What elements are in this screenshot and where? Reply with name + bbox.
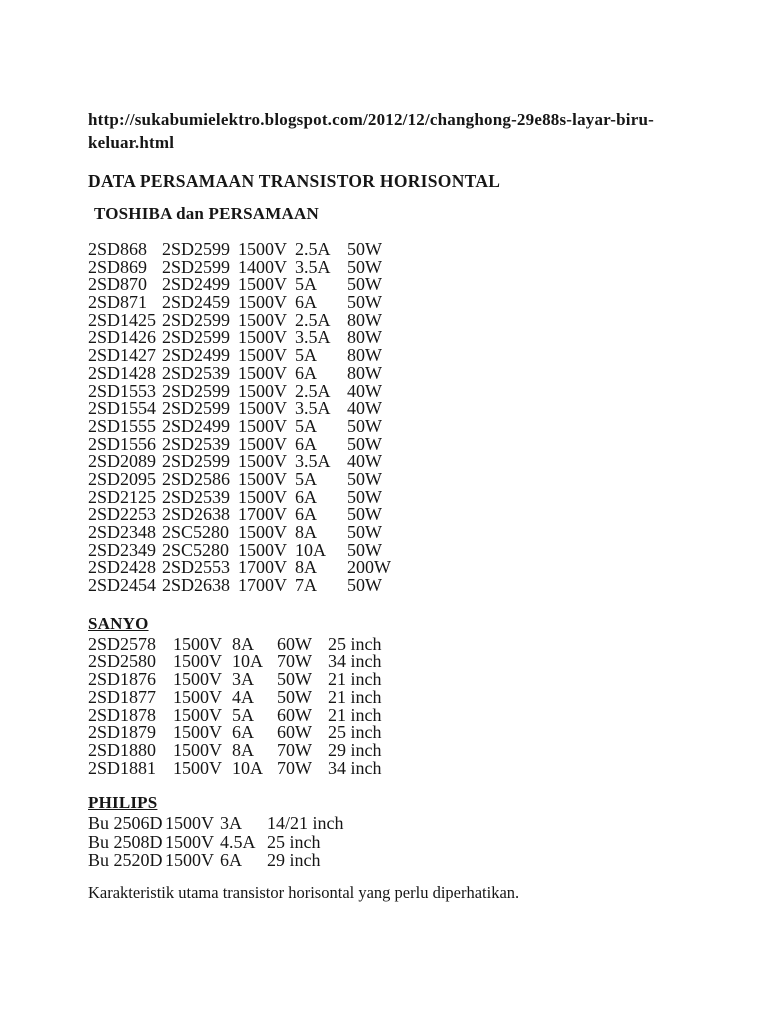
table-cell: 50W xyxy=(277,669,312,690)
table-cell: 6A xyxy=(295,486,317,507)
table-cell: 2SD1879 xyxy=(88,722,157,743)
table-cell: Bu 2520D xyxy=(88,850,163,871)
table-cell: 4A xyxy=(232,686,254,707)
table-cell: Bu 2508D xyxy=(88,831,163,852)
table-cell: 1400V xyxy=(238,256,287,277)
table-cell: 3.5A xyxy=(295,256,331,277)
table-cell: 80W xyxy=(347,327,382,348)
table-cell: 7A xyxy=(295,575,317,596)
table-cell: 1500V xyxy=(238,451,287,472)
table-cell: 50W xyxy=(347,539,382,560)
table-cell: 2SD2578 xyxy=(88,633,157,654)
table-cell: 1500V xyxy=(173,651,222,672)
table-cell: 10A xyxy=(295,539,326,560)
table-cell: 50W xyxy=(347,522,382,542)
table-cell: 2SD868 xyxy=(88,239,148,259)
table-cell: 1500V xyxy=(238,327,287,348)
table-cell: 1500V xyxy=(238,468,287,489)
table-cell: 50W xyxy=(347,292,382,313)
table-cell: 2SD2428 xyxy=(88,557,157,578)
table-cell: 2SD1555 xyxy=(88,415,157,436)
table-cell: 8A xyxy=(295,557,317,578)
source-url xyxy=(88,108,728,154)
table-cell: 2SD870 xyxy=(88,274,148,295)
table-cell: 2SD2599 xyxy=(162,398,231,419)
sanyo-table xyxy=(88,633,728,778)
table-cell: 40W xyxy=(347,398,382,419)
table-cell: 5A xyxy=(295,274,317,295)
table-cell: 1500V xyxy=(238,239,287,259)
table-cell: 2SD1425 xyxy=(88,309,157,330)
table-cell: 10A xyxy=(232,651,263,672)
section-heading-philips: PHILIPS xyxy=(88,793,158,813)
table-row xyxy=(88,757,728,778)
table-cell: 2SD1553 xyxy=(88,380,157,401)
table-cell: 21 inch xyxy=(328,686,382,707)
table-cell: 6A xyxy=(232,722,254,743)
table-cell: 1700V xyxy=(238,557,287,578)
table-cell: 1500V xyxy=(238,292,287,313)
table-cell: 2SD2089 xyxy=(88,451,157,472)
table-cell: 2SD2499 xyxy=(162,415,231,436)
table-cell: 80W xyxy=(347,309,382,330)
table-cell: 3A xyxy=(220,813,242,834)
table-cell: 50W xyxy=(347,468,382,489)
table-cell: 2SD2539 xyxy=(162,362,231,383)
table-cell: 2SD2459 xyxy=(162,292,231,313)
table-cell: 2SD1878 xyxy=(88,704,157,725)
table-cell: 60W xyxy=(277,722,312,743)
table-cell: 5A xyxy=(232,704,254,725)
table-cell: 40W xyxy=(347,380,382,401)
table-cell: 5A xyxy=(295,415,317,436)
table-cell: 2SD1881 xyxy=(88,757,157,778)
table-row xyxy=(88,814,728,832)
table-cell: 25 inch xyxy=(267,831,321,852)
table-cell: 2SD2586 xyxy=(162,468,231,489)
table-cell: 50W xyxy=(347,575,382,596)
table-cell: 1500V xyxy=(238,398,287,419)
table-cell: 2SD2599 xyxy=(162,256,231,277)
table-cell: 1500V xyxy=(238,522,287,542)
table-cell: 2SD2580 xyxy=(88,651,157,672)
table-cell: 6A xyxy=(220,850,242,871)
table-cell: 1500V xyxy=(238,539,287,560)
table-cell: 50W xyxy=(347,504,382,525)
table-cell: 1500V xyxy=(238,433,287,454)
table-cell: 34 inch xyxy=(328,651,382,672)
table-cell: 80W xyxy=(347,345,382,366)
table-cell: 3.5A xyxy=(295,327,331,348)
table-cell: 25 inch xyxy=(328,633,382,654)
table-row xyxy=(88,686,728,707)
table-cell: 2SD1556 xyxy=(88,433,157,454)
footer-note: Karakteristik utama transistor horisontal yang perlu diperhatikan. xyxy=(88,883,520,903)
table-cell: 1500V xyxy=(173,669,222,690)
table-cell: 3A xyxy=(232,669,254,690)
table-cell: 14/21 inch xyxy=(267,813,344,834)
table-cell: 50W xyxy=(347,433,382,454)
table-row xyxy=(88,468,728,489)
table-cell: 1500V xyxy=(238,274,287,295)
table-cell: 80W xyxy=(347,362,382,383)
table-cell: 8A xyxy=(232,739,254,760)
table-cell: 1500V xyxy=(238,380,287,401)
table-cell: 1500V xyxy=(165,831,214,852)
table-cell: 2SD2539 xyxy=(162,433,231,454)
table-cell: 2SC5280 xyxy=(162,522,230,542)
table-cell: 2SD2499 xyxy=(162,345,231,366)
table-cell: 1500V xyxy=(173,686,222,707)
table-cell: 50W xyxy=(347,415,382,436)
table-cell: 2SD871 xyxy=(88,292,148,313)
table-cell: 1700V xyxy=(238,575,287,596)
table-cell: 2SD2599 xyxy=(162,239,231,259)
table-cell: 1700V xyxy=(238,504,287,525)
table-cell: 1500V xyxy=(173,633,222,654)
table-cell: 1500V xyxy=(173,704,222,725)
table-cell: 50W xyxy=(347,239,382,259)
table-cell: 2SD2348 xyxy=(88,522,157,542)
table-cell: 1500V xyxy=(238,309,287,330)
table-cell: 10A xyxy=(232,757,263,778)
table-cell: 2.5A xyxy=(295,239,331,259)
table-cell: 1500V xyxy=(238,415,287,436)
table-cell: 2SD2638 xyxy=(162,504,231,525)
table-cell: 2.5A xyxy=(295,309,331,330)
table-cell: 2SD2599 xyxy=(162,327,231,348)
document-page xyxy=(88,108,728,902)
table-cell: 3.5A xyxy=(295,398,331,419)
philips-table xyxy=(88,814,728,869)
table-cell: 34 inch xyxy=(328,757,382,778)
table-cell: 4.5A xyxy=(220,831,256,852)
table-cell: 2SD1877 xyxy=(88,686,157,707)
table-cell: 3.5A xyxy=(295,451,331,472)
table-cell: 1500V xyxy=(173,722,222,743)
table-cell: 1500V xyxy=(238,486,287,507)
table-cell: 21 inch xyxy=(328,704,382,725)
section-heading-sanyo: SANYO xyxy=(88,613,149,633)
table-cell: 6A xyxy=(295,433,317,454)
table-row xyxy=(88,739,728,760)
table-cell: 2SD2599 xyxy=(162,309,231,330)
table-cell: 2.5A xyxy=(295,380,331,401)
table-cell: 2SD1880 xyxy=(88,739,157,760)
table-cell: 2SC5280 xyxy=(162,539,230,560)
table-cell: 2SD2638 xyxy=(162,575,231,596)
table-cell: 8A xyxy=(232,633,254,654)
table-cell: 50W xyxy=(347,256,382,277)
table-cell: 29 inch xyxy=(328,739,382,760)
page-title: DATA PERSAMAAN TRANSISTOR HORISONTAL xyxy=(88,171,501,191)
table-cell: 2SD2454 xyxy=(88,575,157,596)
table-cell: 2SD2599 xyxy=(162,380,231,401)
table-cell: 50W xyxy=(347,274,382,295)
table-row xyxy=(88,851,728,869)
table-cell: 1500V xyxy=(165,850,214,871)
table-cell: 2SD2253 xyxy=(88,504,157,525)
table-cell: 70W xyxy=(277,651,312,672)
table-cell: 200W xyxy=(347,557,391,578)
table-cell: 2SD869 xyxy=(88,256,148,277)
toshiba-table xyxy=(88,241,728,595)
table-cell: 70W xyxy=(277,739,312,760)
table-cell: 1500V xyxy=(173,739,222,760)
table-cell: 2SD1427 xyxy=(88,345,157,366)
table-cell: 6A xyxy=(295,292,317,313)
table-row xyxy=(88,577,728,595)
table-cell: 29 inch xyxy=(267,850,321,871)
table-cell: 21 inch xyxy=(328,669,382,690)
table-cell: 1500V xyxy=(238,345,287,366)
table-cell: 2SD1876 xyxy=(88,669,157,690)
table-cell: 40W xyxy=(347,451,382,472)
table-cell: 50W xyxy=(277,686,312,707)
section-heading-toshiba: TOSHIBA dan PERSAMAAN xyxy=(94,204,319,223)
table-cell: 2SD2539 xyxy=(162,486,231,507)
table-row xyxy=(88,362,728,383)
table-cell: 2SD1426 xyxy=(88,327,157,348)
table-cell: 1500V xyxy=(238,362,287,383)
table-cell: Bu 2506D xyxy=(88,813,163,834)
table-cell: 2SD2499 xyxy=(162,274,231,295)
table-cell: 8A xyxy=(295,522,317,542)
table-cell: 2SD2599 xyxy=(162,451,231,472)
table-cell: 50W xyxy=(347,486,382,507)
table-cell: 2SD1428 xyxy=(88,362,157,383)
table-cell: 70W xyxy=(277,757,312,778)
table-cell: 1500V xyxy=(165,813,214,834)
table-row xyxy=(88,415,728,436)
table-cell: 5A xyxy=(295,345,317,366)
source-url-line2: keluar.html xyxy=(88,133,175,152)
table-cell: 5A xyxy=(295,468,317,489)
source-url-line1: http://sukabumielektro.blogspot.com/2012/12/changhong-29e88s-layar-biru- xyxy=(88,110,654,129)
table-cell: 2SD2553 xyxy=(162,557,231,578)
table-cell: 2SD2349 xyxy=(88,539,157,560)
table-cell: 60W xyxy=(277,704,312,725)
table-cell: 1500V xyxy=(173,757,222,778)
table-cell: 6A xyxy=(295,504,317,525)
table-cell: 6A xyxy=(295,362,317,383)
table-row xyxy=(88,833,728,851)
table-cell: 2SD2125 xyxy=(88,486,157,507)
table-cell: 2SD2095 xyxy=(88,468,157,489)
table-cell: 60W xyxy=(277,633,312,654)
table-cell: 25 inch xyxy=(328,722,382,743)
table-cell: 2SD1554 xyxy=(88,398,157,419)
